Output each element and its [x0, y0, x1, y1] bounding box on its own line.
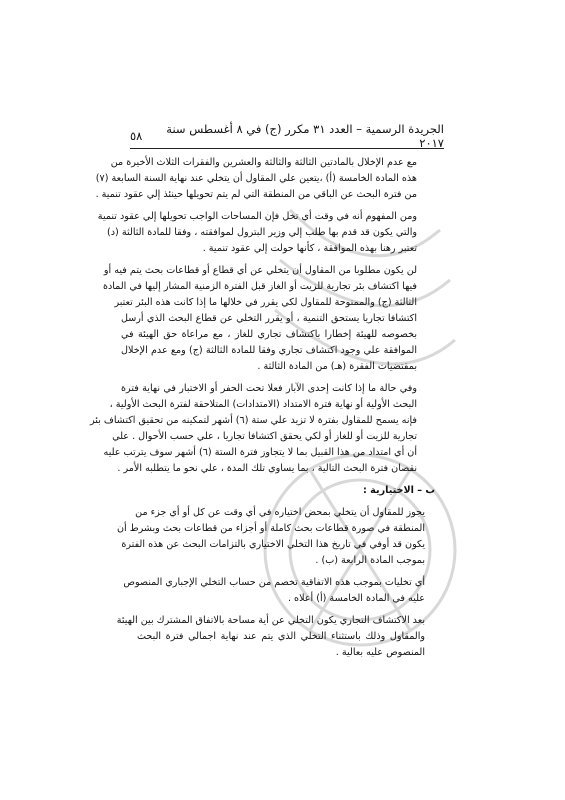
page-number: ٥٨: [130, 129, 143, 143]
text-line: المنصوص عليه بعالية .: [335, 647, 425, 658]
text-line: الثالثة (ج) والممنوحة للمقاول لكي يقرر في خلالها ما إذا كانت هذه البئر تعتبر: [114, 297, 417, 308]
text-line: بمقتضيات الفقرة (هـ) من المادة الثالثة .: [257, 361, 417, 372]
text-line: ومن المفهوم أنه في وقت أي تخل فإن المساحات الواجب تحويلها إلي عقود تنمية: [97, 211, 417, 222]
text-line: تجارية للزيت أو للغاز أو لكي يحقق اكتشافا تجاريا ، علي حسب الأحوال . علي: [112, 431, 417, 442]
text-line: بموجب المادة الرابعة (ب) .: [315, 555, 425, 566]
text-line: اكتشافا تجاريا يستحق التنمية ، أو يقرر التخلي عن قطاع البحث الذي أرسل: [121, 313, 417, 324]
header-rule: [130, 148, 444, 149]
text-line: فإنه يسمح للمقاول بفترة لا تزيد علي ستة (٦) أشهر لتمكينه من تحقيق اكتشاف بئر: [90, 415, 417, 426]
text-line: البحث الأولية أو نهاية فترة الامتداد (الامتدادات) المتلاحقة لفترة البحث الأولية ،: [109, 399, 417, 410]
text-line: والتي يكون قد قدم بها طلب إلي وزير البترول لموافقته ، وفقا للمادة الثالثة (د): [107, 227, 417, 238]
text-line: أن أي امتداد من هذا القبيل بما لا يتجاوز فترة الستة (٦) أشهر سوف يترتب عليه: [103, 447, 417, 458]
text-line: الموافقة علي وجود اكتشاف تجاري وفقا للمادة الثالثة (ج) ومع عدم الإخلال: [121, 345, 417, 356]
section-heading: ب – الاختيارية :: [362, 485, 435, 496]
text-line: وفي حالة ما إذا كانت إحدى الآبار فعلا تحت الحفر أو الاختبار في نهاية فترة: [121, 383, 417, 394]
text-line: نقصان فترة البحث التالية ، بما يساوي تلك المدة ، علي نحو ما يتطلبه الأمر .: [117, 463, 417, 474]
text-line: يجوز للمقاول أن يتخلي بمحض اختياره في أي وقت عن كل أو أي جزء من: [135, 507, 425, 518]
text-line: مع عدم الإخلال بالمادتين الثالثة والثالثة والعشرين والفقرات الثلاث الأخيرة من: [110, 157, 417, 168]
text-line: من فترة البحث عن الباقي من المنطقة التي لم يتم تحويلها حينئذ إلي عقود تنمية .: [95, 189, 417, 200]
text-line: المنطقة في صورة قطاعات بحث كاملة أو أجزاء من قطاعات بحث وبشرط أن: [116, 523, 425, 534]
page-header: [130, 122, 444, 150]
text-line: والمقاول وذلك باستثناء التخلي الذي يتم عند نهاية اجمالي فترة البحث: [137, 631, 425, 642]
text-line: هذه المادة الخامسة (أ) ،يتعين علي المقاول أن يتخلي عند نهاية السنة السابعة (٧): [95, 173, 417, 184]
text-line: بخصوصه للهيئة إخطارا باكتشاف تجاري للغاز ، مع مراعاة حق الهيئة في: [121, 329, 417, 340]
text-line: بعد الاكتشاف التجاري يكون التخلي عن أية مساحة بالاتفاق المشترك بين الهيئة: [116, 615, 425, 626]
running-title: الجريدة الرسمية – العدد ٣١ مكرر (ج) في ٨ أغسطس سنة ٢٠١٧: [166, 122, 444, 150]
text-line: أي تخليات بموجب هذه الاتفاقية تخصم من حساب التخلي الإجباري المنصوص: [123, 577, 425, 588]
text-line: فيها اكتشاف بئر تجارية للزيت أو الغاز قبل الفترة الزمنية المشار إليها في المادة: [102, 281, 417, 292]
text-line: تعتبر رهنا بهذه الموافقة ، كأنها حولت إلي عقود تنمية .: [202, 243, 417, 254]
text-line: يكون قد أوفي في تاريخ هذا التخلي الاختياري بالتزامات البحث عن هذه الفترة: [121, 539, 425, 550]
text-line: عليه في المادة الخامسة (أ) أعلاه .: [287, 593, 425, 604]
text-line: لن يكون مطلوبا من المقاول أن يتخلي عن أي قطاع أو قطاعات بحث يتم فيه أو: [103, 265, 417, 276]
